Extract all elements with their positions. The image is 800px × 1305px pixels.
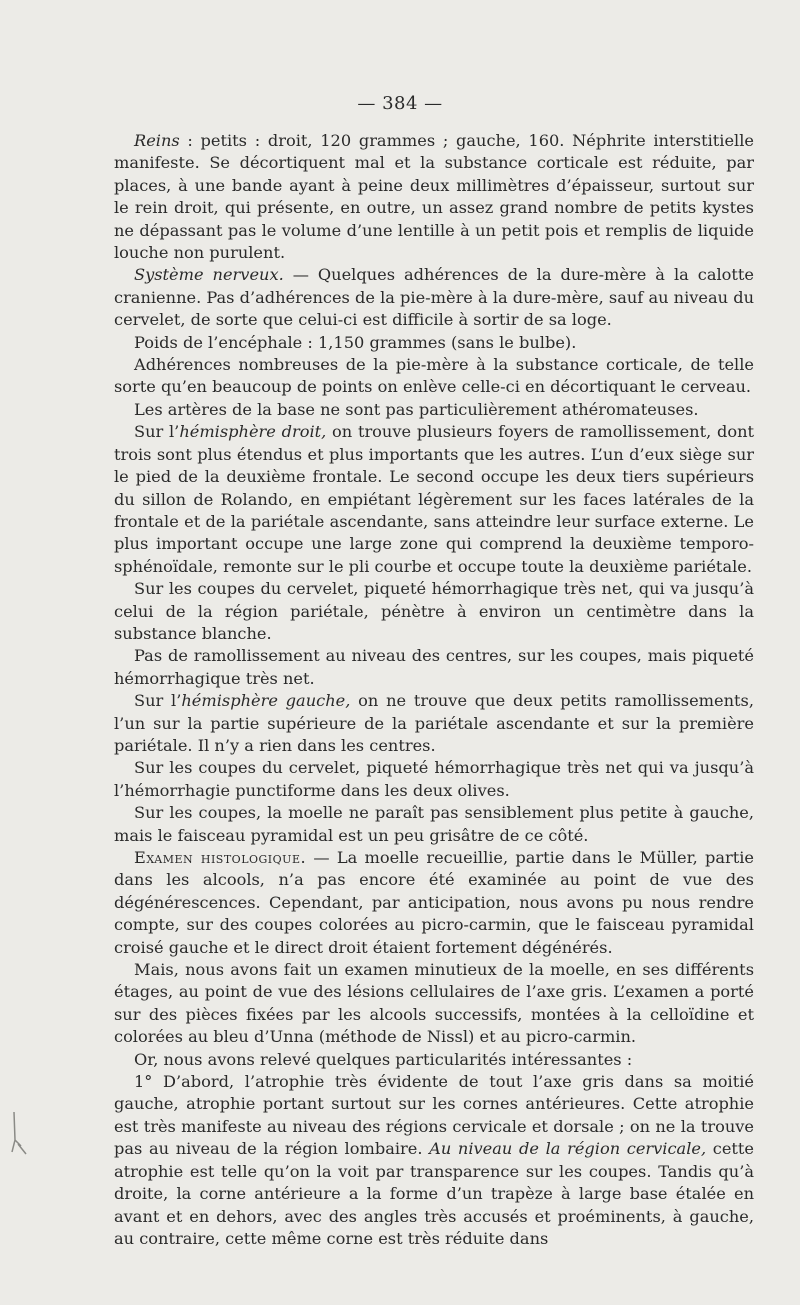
paragraph-cerebellum-cuts: Sur les coupes du cervelet, piqueté hémorrhagique très net, qui va jusqu’à celui de la région pariétale, pénètre à environ un centimètre dans la substance blanche. <box>114 579 754 643</box>
paragraph-centres: Pas de ramollissement au niveau des centres, sur les coupes, mais piqueté hémorrhagique très net. <box>114 646 754 688</box>
paragraph-histology <box>114 847 754 959</box>
paragraph-nervous-system <box>114 264 754 331</box>
paragraph-emphasis: hémisphère droit, <box>179 422 327 442</box>
margin-mark <box>8 1110 30 1158</box>
paragraph-adhesions: Adhérences nombreuses de la pie-mère à la substance corticale, de telle sorte qu’en beaucoup de points on enlève celle-ci en décortiquant le cerveau. <box>114 355 754 397</box>
body-text <box>114 130 754 1250</box>
paragraph-left-hemisphere <box>114 690 754 757</box>
paragraph-text: — Quelques adhérences de la dure-mère à la calotte cranienne. Pas d’adhérences de la pie-mère à la dure-mère, sauf au niveau du cervelet, de sorte que celui-ci est difficile à sortir de sa loge. <box>114 265 754 330</box>
paragraph-emphasis: hémisphère gauche, <box>181 691 351 711</box>
paragraph-arteries: Les artères de la base ne sont pas particulièrement athéromateuses. <box>134 399 699 419</box>
paragraph-brain-weight: Poids de l’encéphale : 1,150 grammes (sans le bulbe). <box>134 332 577 352</box>
paragraph-spinal-cord: Sur les coupes, la moelle ne paraît pas sensiblement plus petite à gauche, mais le faisceau pyramidal est un peu grisâtre de ce côté. <box>114 803 754 845</box>
page-number: — 384 — <box>357 93 443 114</box>
paragraph-text: — La moelle recueillie, partie dans le Müller, partie dans les alcools, n’a pas encore été examinée au point de vue des dégénérescences. Cependant, par anticipation, nous avons pu nous rendre compte, sur des coupes colorées au picro-carmin, que le faisceau pyramidal croisé gauche et le direct droit étaient fortement dégénérés. <box>114 848 754 957</box>
paragraph-pre: Sur l’ <box>134 422 180 442</box>
paragraph-findings-intro: Or, nous avons relevé quelques particularités intéressantes : <box>134 1049 633 1069</box>
paragraph-right-hemisphere <box>114 421 754 578</box>
paragraph-lead: Reins <box>134 131 180 150</box>
paragraph-kidneys <box>114 130 754 264</box>
paragraph-emphasis: Au niveau de la région cervicale, <box>429 1139 707 1159</box>
paragraph-atrophy <box>114 1071 754 1250</box>
paragraph-post: cette atrophie est telle qu’on la voit par transparence sur les coupes. Tandis qu’à droite, la corne antérieure a la forme d’un trapèze à large base étalée en avant et en dehors, avec des angles très accusés et proéminents, à gauche, au contraire, cette même corne est très réduite dans <box>114 1139 755 1248</box>
paragraph-pre: Sur l’ <box>134 691 182 711</box>
paragraph-text: on trouve plusieurs foyers de ramollissement, dont trois sont plus étendus et plus importants que les autres. L’un d’eux siège sur le pied de la deuxième frontale. Le second occupe les deux tiers supérieurs du sillon de Rolando, en empiétant légèrement sur les faces latérales de la frontale et de la pariétale ascendante, sans atteindre leur surface externe. Le plus important occupe une large zone qui comprend la deuxième temporo-sphénoïdale, remonte sur le pli courbe et occupe toute la deuxième pariétale. <box>114 422 755 576</box>
paragraph-exam: Mais, nous avons fait un examen minutieux de la moelle, en ses différents étages, au point de vue des lésions cellulaires de l’axe gris. L’examen a porté sur des pièces fixées par les alcools successifs, montées à la celloïdine et colorées au bleu d’Unna (méthode de Nissl) et au picro-carmin. <box>114 960 754 1047</box>
section-heading: Examen histologique. <box>134 848 307 867</box>
paragraph-lead: Système nerveux. <box>134 265 284 285</box>
paragraph-olives: Sur les coupes du cervelet, piqueté hémorrhagique très net qui va jusqu’à l’hémorrhagie punctiforme dans les deux olives. <box>114 758 754 800</box>
paragraph-text: on ne trouve que deux petits ramollissements, l’un sur la partie supérieure de la pariétale ascendante et sur la première pariétale. Il n’y a rien dans les centres. <box>114 691 754 755</box>
paragraph-text: : petits : droit, 120 grammes ; gauche, 160. Néphrite interstitielle manifeste. Se décortiquent mal et la substance corticale est réduite, par places, à une bande ayant à peine deux millimètres d’épaisseur, surtout sur le rein droit, qui présente, en outre, un assez grand nombre de petits kystes ne dépassant pas le volume d’une lentille à un petit pois et remplis de liquide louche non purulent. <box>114 131 754 263</box>
paragraph-text: 1° D’abord, l’atrophie très évidente de tout l’axe gris dans sa moitié gauche, atrophie portant surtout sur les cornes antérieures. Cette atrophie est très manifeste au niveau des régions cervicale et dorsale ; on ne la trouve pas au niveau de la région lombaire. <box>114 1072 754 1159</box>
